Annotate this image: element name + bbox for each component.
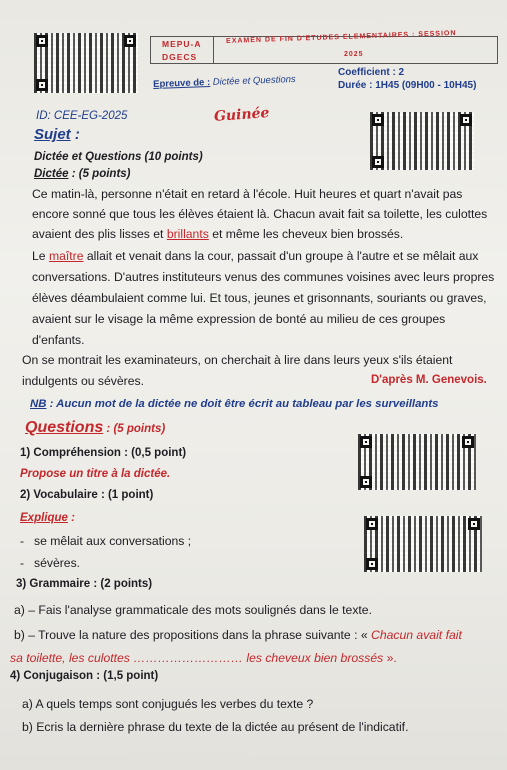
school-code-1: MEPU-A [162,39,202,49]
nb-label: NB [30,398,47,410]
q3-part-b [14,628,462,642]
passage-line-3b: et même les cheveux bien brossés. [208,227,404,241]
dictee-heading: Dictée et Questions (10 points) [34,151,203,163]
dictee-label: Dictée [34,168,69,180]
passage-line-5: conversations. D'autres instituteurs venus des communes voisines avec leurs propres [32,270,495,284]
passage-line-1: Ce matin-là, personne n'était en retard à l'école. Huit heures et quart n'avait pas [32,187,463,201]
q2-item-1-text: se mêlait aux conversations ; [34,534,192,548]
q2-heading: 2) Vocabulaire : (1 point) [20,489,154,501]
q2-colon: : [67,512,75,524]
questions-points: : (5 points) [103,423,166,435]
passage-line-7: avaient sur le visage la même expression de bonté au milieu de ces groupes [32,312,446,326]
passage-line-4 [32,249,478,263]
passage-line-6: élèves déambulaient comme lui. Et tous, jeunes et grisonnants, souriants ou graves, [32,291,487,305]
q2-item-1 [20,534,191,548]
q3-part-b-intro: b) – Trouve la nature des propositions dans la phrase suivante : « [14,628,368,642]
passage-line-3a: avaient des plis lisses et [32,227,167,241]
qr-code-top-right [370,112,474,170]
bullet-dash: - [20,534,25,548]
q4-part-b: b) Ecris la dernière phrase du texte de la dictée au présent de l'indicatif. [22,720,409,734]
qr-code-top-left [34,33,138,93]
questions-heading [25,419,165,437]
underlined-word-brillants: brillants [166,227,209,241]
passage-line-4b: allait et venait dans la cour, passait d'un groupe à l'autre et se mêlait aux [83,249,479,263]
q4-heading: 4) Conjugaison : (1,5 point) [10,670,159,682]
q3-part-a: a) – Fais l'analyse grammaticale des mots soulignés dans le texte. [14,603,372,617]
q3-part-b-cont [10,651,397,665]
sujet-label: Sujet [34,126,71,143]
bullet-dash: - [20,556,25,570]
q1-text: Propose un titre à la dictée. [20,468,171,480]
dictee-points: : (5 points) [68,168,131,180]
exam-title: EXAMEN DE FIN D'ETUDES ELEMENTAIRES : SESSION [226,29,457,45]
qr-code-lower [364,516,482,572]
epreuve-line [153,74,296,90]
passage-line-4a: Le [32,249,49,263]
guinee-stamp: Guinée [213,105,270,125]
dictee-subheading [34,168,131,180]
passage-line-3 [32,227,403,241]
passage-line-2: encore sonné que tous les élèves étaient là. Chacun avait fait sa toilette, les culottes [32,207,488,221]
passage-source: D'après M. Genevois. [371,374,487,386]
q2-label: Explique [20,512,68,524]
q2-item-2-text: sévères. [34,556,81,570]
passage-line-9: On se montrait les examinateurs, on cherchait à lire dans leurs yeux s'ils étaient [22,353,453,367]
passage-line-10: indulgents ou sévères. [22,374,144,388]
epreuve-label: Epreuve de : [153,77,211,90]
q4-part-a: a) A quels temps sont conjugués les verbes du texte ? [22,697,314,711]
epreuve-value: Dictée et Questions [212,74,296,88]
school-code-2: DGECS [162,52,198,62]
nb-note [30,398,438,410]
sujet-colon: : [70,126,80,143]
underlined-word-maitre: maître [48,249,84,263]
coefficient: Coefficient : 2 [338,67,405,78]
q3-part-b-quote-end: sa toilette, les culottes ……………………… les cheveux bien brossés [10,651,384,665]
q3-part-b-close: ». [383,651,397,665]
sujet-heading [34,126,80,143]
q3-heading: 3) Grammaire : (2 points) [16,578,153,590]
passage-line-8: d'enfants. [32,333,85,347]
q3-part-b-quote-start: Chacun avait fait [367,628,462,642]
q2-explique [20,512,75,524]
q2-item-2 [20,556,80,570]
exam-id: ID: CEE-EG-2025 [36,110,128,122]
questions-label: Questions [25,419,104,436]
session-year: 2025 [344,51,364,58]
nb-text: : Aucun mot de la dictée ne doit être écrit au tableau par les surveillants [46,398,439,410]
q1-heading: 1) Compréhension : (0,5 point) [20,447,187,459]
qr-code-middle [358,434,476,490]
duree: Durée : 1H45 (09H00 - 10H45) [338,80,477,91]
